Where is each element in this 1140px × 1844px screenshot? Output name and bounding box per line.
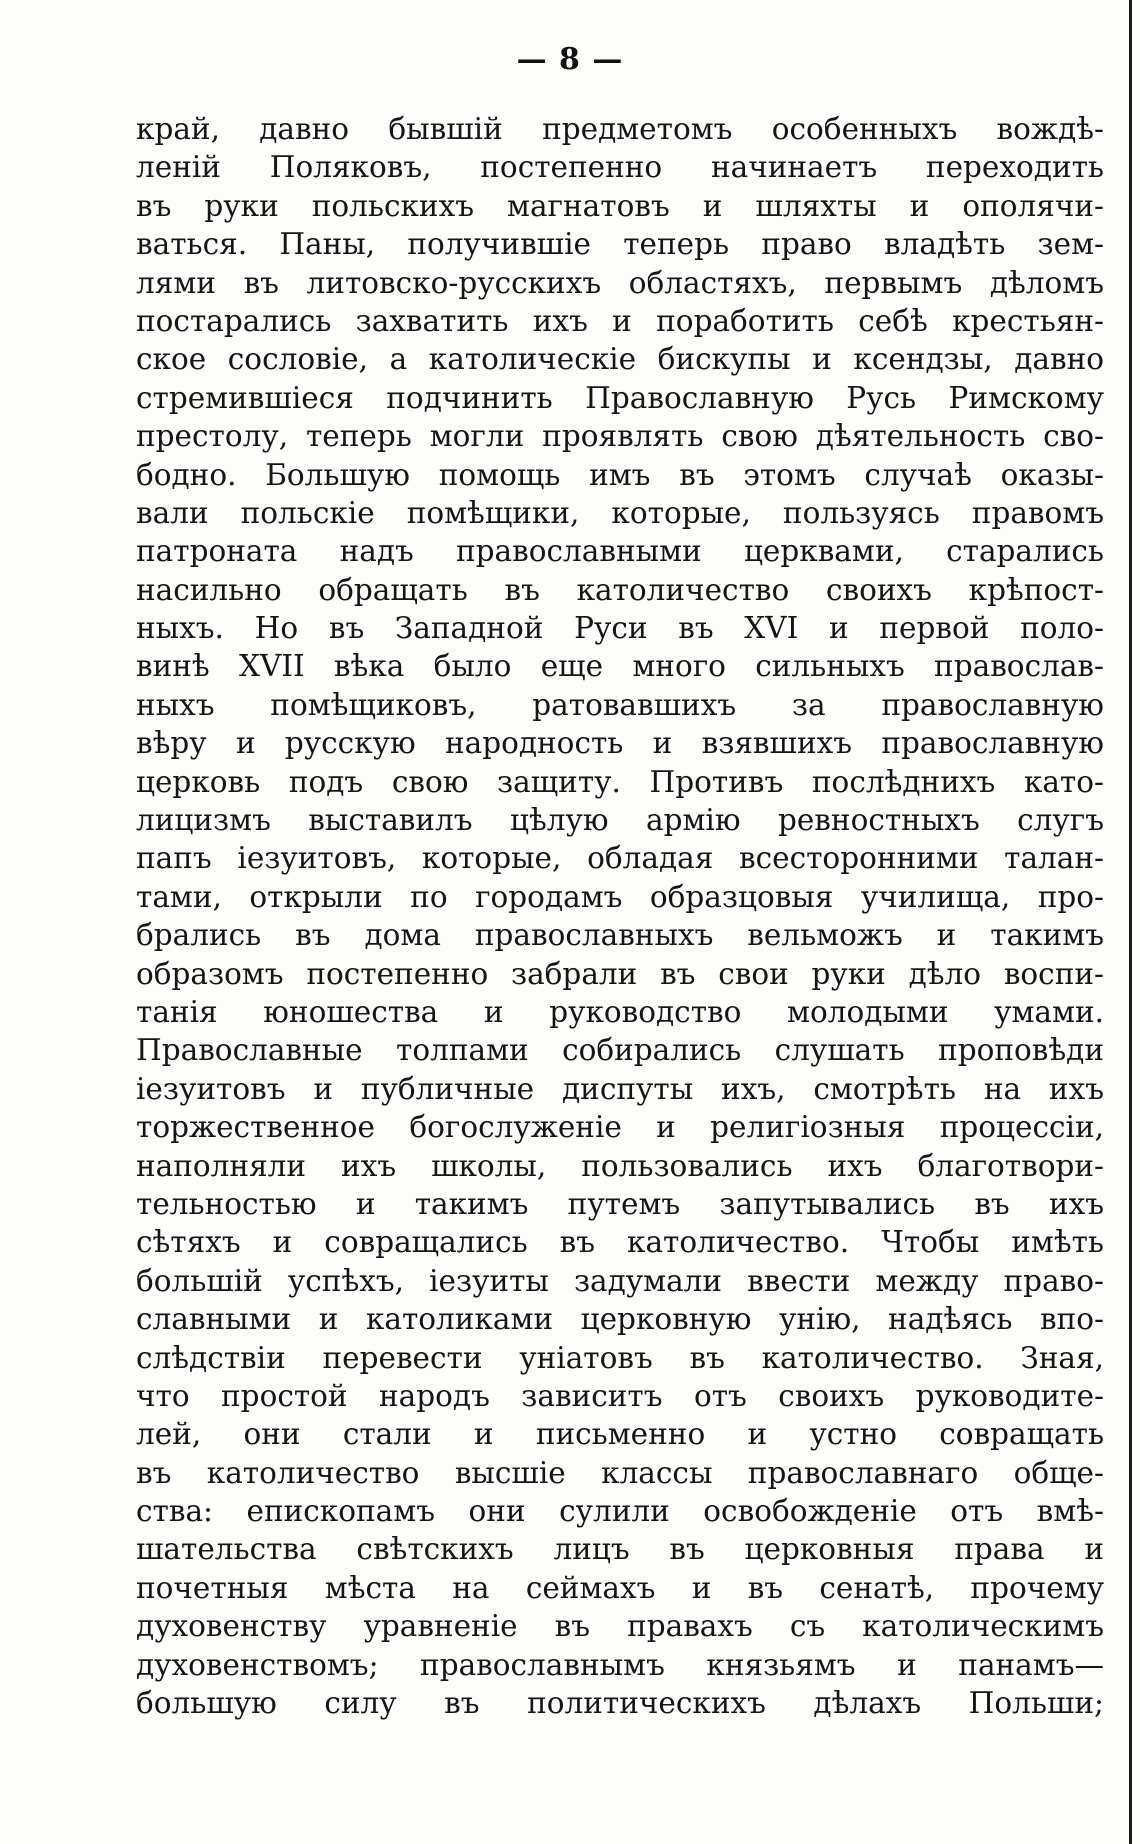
text-line: большую силу въ политическихъ дѣлахъ Польши; xyxy=(136,1686,1104,1721)
text-line: шательства свѣтскихъ лицъ въ церковныя права и xyxy=(136,1532,1104,1567)
text-line: духовенству уравненіе въ правахъ съ католическимъ xyxy=(136,1609,1104,1644)
text-line-fragment: край, давно бывшій предметомъ особенныхъ вождѣ- xyxy=(136,112,1104,146)
text-line: торжественное богослуженіе и религіозныя процессіи, xyxy=(136,1110,1104,1145)
text-line: Православные толпами собирались слушать проповѣди xyxy=(136,1033,1104,1068)
text-line: ныхъ. Но въ Западной Руси въ XVI и первой поло- xyxy=(136,611,1104,646)
text-line: почетныя мѣста на сеймахъ и въ сенатѣ, прочему xyxy=(136,1570,1104,1605)
page-number: — 8 — xyxy=(516,42,624,77)
text-line: тельностью и такимъ путемъ запутывались въ ихъ xyxy=(136,1186,1104,1221)
text-line: вѣру и русскую народность и взявшихъ православную xyxy=(136,726,1104,761)
text-line: престолу, теперь могли проявлять свою дѣятельность сво- xyxy=(136,419,1104,454)
text-line-fragment: леній Поляковъ, постепенно начинаетъ переходить xyxy=(136,150,1104,185)
text-line: лицизмъ выставилъ цѣлую армію ревностныхъ слугъ xyxy=(136,803,1104,838)
text-line: ныхъ помѣщиковъ, ратовавшихъ за православную xyxy=(136,687,1104,722)
text-line: папъ іезуитовъ, которые, обладая всесторонними талан- xyxy=(136,841,1104,876)
text-line: вали польскіе помѣщики, которые, пользуясь правомъ xyxy=(136,495,1104,530)
text-line: наполняли ихъ школы, пользовались ихъ благотвори- xyxy=(136,1148,1104,1183)
text-line: въ руки польскихъ магнатовъ и шляхты и ополячи- xyxy=(136,188,1104,223)
text-line: постарались захватить ихъ и поработить себѣ крестьян- xyxy=(136,303,1104,338)
text-line: что простой народъ зависитъ отъ своихъ руководите- xyxy=(136,1378,1104,1413)
text-line: винѣ XVII вѣка было еще много сильныхъ православ- xyxy=(136,649,1104,684)
text-line: тами, открыли по городамъ образцовыя училища, про- xyxy=(136,879,1104,914)
text-line: слѣдствіи перевести уніатовъ въ католичество. Зная, xyxy=(136,1340,1104,1375)
text-line: ское сословіе, а католическіе бискупы и ксендзы, давно xyxy=(136,342,1104,377)
text-line: танія юношества и руководство молодыми умами. xyxy=(136,994,1104,1029)
text-line: іезуитовъ и публичные диспуты ихъ, смотрѣть на ихъ xyxy=(136,1071,1104,1106)
text-line: стремившіеся подчинить Православную Русь Римскому xyxy=(136,380,1104,415)
text-line: образомъ постепенно забрали въ свои руки дѣло воспи- xyxy=(136,956,1104,991)
page-edge-rule xyxy=(1129,0,1132,1844)
text-line: сѣтяхъ и совращались въ католичество. Чтобы имѣть xyxy=(136,1225,1104,1260)
text-line: славными и католиками церковную унію, надѣясь впо- xyxy=(136,1302,1104,1337)
text-line: большій успѣхъ, іезуиты задумали ввести между право- xyxy=(136,1263,1104,1298)
text-line: патроната надъ православными церквами, старались xyxy=(136,534,1104,569)
text-line: церковь подъ свою защиту. Противъ послѣднихъ като- xyxy=(136,764,1104,799)
text-line: лей, они стали и письменно и устно совращать xyxy=(136,1417,1104,1452)
text-line: брались въ дома православныхъ вельможъ и такимъ xyxy=(136,918,1104,953)
text-line: бодно. Большую помощь имъ въ этомъ случаѣ оказы- xyxy=(136,457,1104,492)
text-line: ваться. Паны, получившіе теперь право владѣть зем- xyxy=(136,227,1104,262)
text-line: ства: епископамъ они сулили освобожденіе отъ вмѣ- xyxy=(136,1494,1104,1529)
text-line: насильно обращать въ католичество своихъ крѣпост- xyxy=(136,572,1104,607)
text-line xyxy=(136,110,1104,187)
text-line: лями въ литовско-русскихъ областяхъ, первымъ дѣломъ xyxy=(136,265,1104,300)
text-line: духовенствомъ; православнымъ князьямъ и панамъ— xyxy=(136,1647,1104,1682)
body-text xyxy=(136,110,1104,1722)
text-line: въ католичество высшіе классы православнаго обще- xyxy=(136,1455,1104,1490)
